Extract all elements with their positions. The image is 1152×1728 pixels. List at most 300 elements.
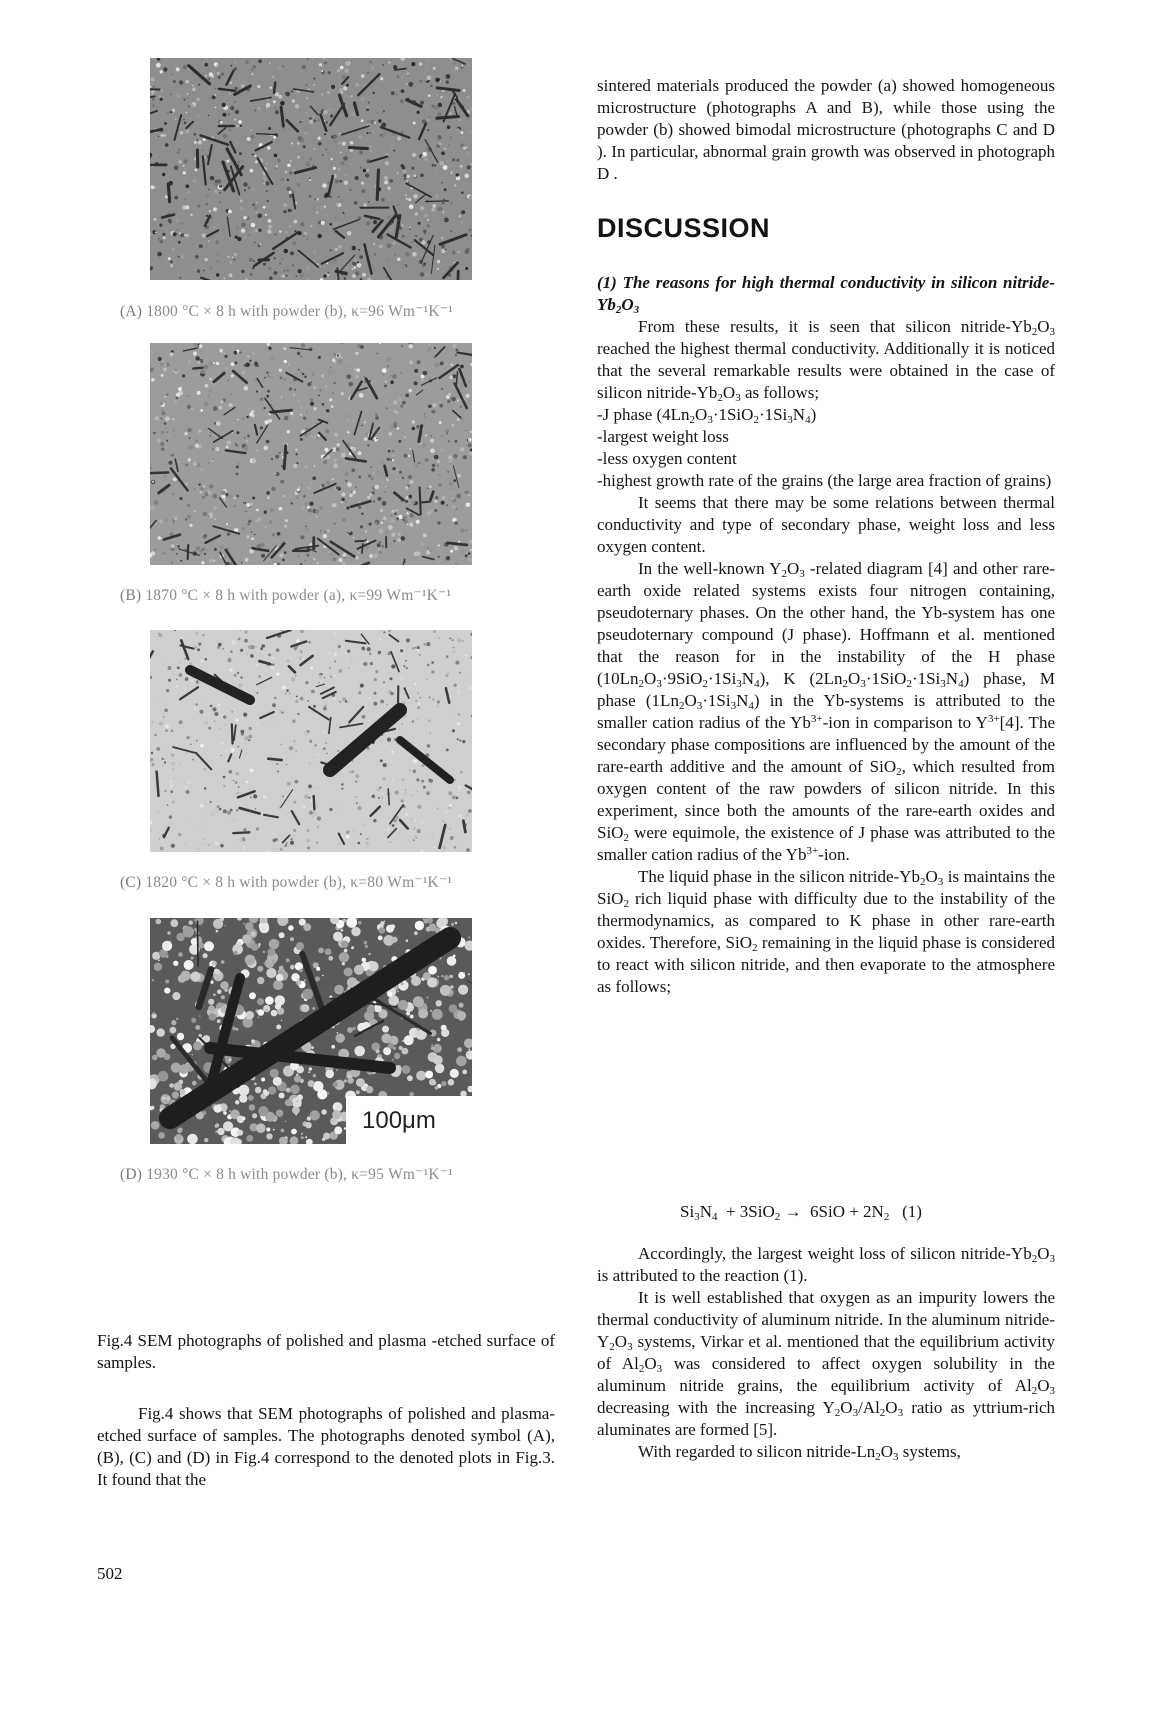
grain bbox=[316, 516, 317, 517]
grain bbox=[210, 448, 213, 451]
grain bbox=[342, 75, 346, 79]
grain bbox=[417, 360, 421, 364]
grain bbox=[313, 120, 316, 123]
grain bbox=[407, 512, 409, 514]
grain bbox=[390, 519, 394, 523]
grain bbox=[258, 59, 262, 63]
grain bbox=[204, 63, 208, 67]
grain bbox=[172, 801, 175, 804]
grain bbox=[398, 727, 400, 729]
grain bbox=[408, 182, 409, 183]
grain bbox=[447, 125, 451, 129]
grain bbox=[189, 437, 191, 439]
grain bbox=[361, 74, 365, 78]
grain bbox=[413, 819, 416, 822]
grain bbox=[360, 167, 362, 169]
grain bbox=[401, 677, 403, 679]
grain bbox=[263, 177, 266, 180]
grain bbox=[296, 453, 298, 455]
grain bbox=[152, 98, 155, 101]
grain bbox=[416, 790, 418, 792]
grain bbox=[356, 802, 358, 804]
grain bbox=[244, 189, 246, 191]
grain bbox=[434, 68, 436, 70]
grain bbox=[326, 409, 329, 412]
grain bbox=[454, 684, 457, 687]
grain bbox=[187, 428, 191, 432]
grain bbox=[410, 687, 411, 688]
grain bbox=[281, 1129, 285, 1133]
grain bbox=[260, 398, 263, 401]
grain bbox=[204, 1138, 208, 1142]
grain bbox=[245, 955, 256, 966]
grain bbox=[208, 240, 210, 242]
grain bbox=[326, 753, 327, 754]
grain bbox=[342, 142, 346, 146]
grain bbox=[422, 379, 423, 380]
grain bbox=[185, 677, 189, 681]
grain bbox=[233, 780, 234, 781]
grain bbox=[466, 394, 470, 398]
grain bbox=[162, 173, 165, 176]
grain bbox=[346, 366, 347, 367]
grain bbox=[400, 201, 403, 204]
grain bbox=[322, 403, 325, 406]
grain bbox=[289, 693, 290, 694]
grain bbox=[428, 119, 430, 121]
grain bbox=[280, 396, 282, 398]
grain bbox=[311, 690, 315, 694]
grain bbox=[295, 700, 298, 703]
grain bbox=[176, 1018, 178, 1020]
grain bbox=[164, 709, 168, 713]
grain bbox=[249, 727, 252, 730]
grain bbox=[256, 692, 258, 694]
grain bbox=[339, 701, 341, 703]
grain bbox=[338, 196, 339, 197]
grain bbox=[366, 105, 370, 109]
grain bbox=[427, 76, 432, 81]
grain bbox=[185, 658, 187, 660]
grain bbox=[305, 526, 307, 528]
grain bbox=[436, 704, 439, 707]
grain bbox=[331, 1118, 335, 1122]
grain bbox=[408, 455, 410, 457]
grain bbox=[219, 185, 222, 188]
grain bbox=[164, 1054, 171, 1061]
grain bbox=[334, 382, 336, 384]
grain bbox=[389, 179, 393, 183]
grain bbox=[267, 496, 270, 499]
grain bbox=[158, 959, 160, 961]
grain bbox=[158, 833, 159, 834]
grain bbox=[244, 236, 246, 238]
grain bbox=[443, 199, 445, 201]
grain bbox=[414, 358, 415, 359]
grain bbox=[189, 662, 192, 665]
grain bbox=[316, 211, 319, 214]
grain bbox=[418, 222, 421, 225]
grain bbox=[427, 547, 429, 549]
grain bbox=[297, 978, 299, 980]
grain bbox=[150, 77, 155, 82]
grain bbox=[301, 343, 305, 347]
grain bbox=[231, 65, 233, 67]
grain bbox=[236, 366, 240, 370]
grain bbox=[326, 631, 328, 633]
grain bbox=[283, 541, 284, 542]
grain bbox=[290, 773, 292, 775]
grain bbox=[348, 771, 351, 774]
grain bbox=[177, 229, 178, 230]
grain bbox=[248, 645, 252, 649]
grain bbox=[246, 216, 248, 218]
grain bbox=[326, 529, 329, 532]
grain bbox=[213, 993, 216, 996]
grain bbox=[268, 267, 272, 271]
grain bbox=[283, 495, 285, 497]
grain bbox=[390, 425, 395, 430]
grain bbox=[187, 395, 188, 396]
grain bbox=[172, 992, 180, 1000]
grain bbox=[250, 195, 251, 196]
grain bbox=[253, 88, 255, 90]
grain bbox=[170, 753, 171, 754]
grain bbox=[437, 112, 441, 116]
grain bbox=[167, 804, 168, 805]
grain bbox=[297, 142, 300, 145]
grain bbox=[427, 679, 428, 680]
grain bbox=[343, 212, 344, 213]
grain bbox=[248, 739, 250, 741]
grain bbox=[182, 86, 183, 87]
elongated-grain bbox=[274, 83, 275, 93]
grain bbox=[279, 368, 283, 372]
grain bbox=[249, 360, 251, 362]
grain bbox=[283, 347, 286, 350]
grain bbox=[409, 448, 411, 450]
grain bbox=[469, 687, 472, 690]
grain bbox=[204, 941, 214, 951]
grain bbox=[429, 1079, 436, 1086]
grain bbox=[214, 712, 218, 716]
grain bbox=[299, 656, 303, 660]
grain bbox=[260, 647, 263, 650]
grain bbox=[245, 502, 246, 503]
grain bbox=[397, 258, 400, 261]
grain bbox=[308, 487, 311, 490]
grain bbox=[229, 1110, 231, 1112]
grain bbox=[310, 402, 314, 406]
grain bbox=[185, 129, 189, 133]
grain bbox=[183, 926, 194, 937]
grain bbox=[329, 108, 332, 111]
grain bbox=[436, 845, 438, 847]
grain bbox=[400, 405, 403, 408]
grain bbox=[223, 776, 226, 779]
grain bbox=[300, 273, 304, 277]
grain bbox=[214, 548, 217, 551]
grain bbox=[428, 60, 430, 62]
grain bbox=[193, 919, 195, 921]
grain bbox=[203, 270, 205, 272]
grain bbox=[273, 136, 276, 139]
grain bbox=[206, 428, 207, 429]
grain bbox=[306, 97, 308, 99]
grain bbox=[386, 275, 388, 277]
left-paragraph-text: Fig.4 shows that SEM photographs of polished and plasma-etched surface of samples. The photographs denoted symbol (A), (B), (C) and (D) in Fig.4 correspond to the denoted plots in Fig.3. It found that the bbox=[97, 1404, 555, 1489]
grain bbox=[215, 447, 219, 451]
grain bbox=[306, 162, 311, 167]
grain bbox=[375, 413, 378, 416]
grain bbox=[231, 711, 232, 712]
grain bbox=[227, 256, 229, 258]
grain bbox=[195, 444, 199, 448]
grain bbox=[256, 827, 259, 830]
grain bbox=[208, 394, 210, 396]
grain bbox=[402, 235, 405, 238]
grain bbox=[243, 778, 244, 779]
elongated-grain bbox=[300, 564, 301, 565]
grain bbox=[285, 701, 287, 703]
grain bbox=[405, 789, 406, 790]
grain bbox=[234, 253, 238, 257]
grain bbox=[458, 541, 460, 543]
grain bbox=[172, 74, 173, 75]
grain bbox=[435, 1086, 439, 1090]
grain bbox=[406, 496, 409, 499]
grain bbox=[252, 1113, 257, 1118]
paragraph-ln2o3: With regarded to silicon nitride-$Ln_2O_3$ systems, bbox=[638, 1442, 961, 1463]
grain bbox=[289, 387, 293, 391]
grain bbox=[377, 543, 381, 547]
grain bbox=[245, 558, 249, 562]
grain bbox=[192, 759, 194, 761]
grain bbox=[458, 985, 468, 995]
grain bbox=[178, 662, 180, 664]
grain bbox=[326, 743, 327, 744]
grain bbox=[252, 203, 255, 206]
grain bbox=[437, 460, 440, 463]
grain bbox=[318, 682, 319, 683]
grain bbox=[411, 794, 413, 796]
grain bbox=[164, 503, 166, 505]
grain bbox=[296, 676, 299, 679]
grain bbox=[216, 64, 217, 65]
grain bbox=[401, 224, 404, 227]
grain bbox=[170, 784, 174, 788]
grain bbox=[214, 88, 216, 90]
grain bbox=[427, 488, 428, 489]
grain bbox=[221, 755, 222, 756]
grain bbox=[423, 263, 425, 265]
grain bbox=[225, 649, 227, 651]
grain bbox=[208, 701, 210, 703]
grain bbox=[200, 710, 204, 714]
grain bbox=[446, 749, 449, 752]
grain bbox=[160, 402, 164, 406]
grain bbox=[346, 361, 348, 363]
grain bbox=[246, 535, 249, 538]
grain bbox=[308, 785, 312, 789]
grain bbox=[165, 427, 167, 429]
grain bbox=[373, 819, 376, 822]
grain bbox=[334, 259, 336, 261]
grain bbox=[158, 536, 161, 539]
grain bbox=[170, 532, 174, 536]
grain bbox=[295, 104, 299, 108]
paragraph-oxygen-impurity: It is well established that oxygen as an impurity lowers the thermal conductivity of aluminum nitride. In the aluminum nitride-$Y_2O_3$ systems, Virkar et al. mentioned that the equilibrium activity of $Al_2O_3$ was considered to affect oxygen solubility in the aluminum nitride grains, the equilibrium activity of $Al_2O_3$ decreasing with the increasing $Y_2O_3/Al_2O_3$ ratio as yttrium-rich aluminates are formed [5]. bbox=[597, 1288, 1055, 1439]
elongated-grain bbox=[426, 201, 449, 202]
grain bbox=[358, 135, 361, 138]
grain bbox=[397, 519, 398, 520]
grain bbox=[386, 407, 388, 409]
grain bbox=[355, 796, 357, 798]
grain bbox=[333, 932, 343, 942]
grain bbox=[341, 498, 344, 501]
grain bbox=[351, 247, 353, 249]
grain bbox=[415, 465, 418, 468]
grain bbox=[258, 675, 261, 678]
grain bbox=[369, 752, 371, 754]
grain bbox=[372, 475, 373, 476]
grain bbox=[347, 1077, 353, 1083]
grain bbox=[177, 659, 179, 661]
elongated-grain bbox=[420, 488, 421, 515]
grain bbox=[306, 84, 308, 86]
grain bbox=[206, 549, 209, 552]
grain bbox=[300, 356, 301, 357]
grain bbox=[344, 181, 348, 185]
grain bbox=[390, 677, 393, 680]
grain bbox=[213, 227, 215, 229]
grain bbox=[274, 271, 278, 275]
grain bbox=[307, 847, 310, 850]
grain bbox=[308, 641, 310, 643]
grain bbox=[399, 471, 402, 474]
grain bbox=[182, 374, 185, 377]
grain bbox=[209, 514, 213, 518]
grain bbox=[305, 1122, 311, 1128]
grain bbox=[417, 111, 420, 114]
grain bbox=[436, 137, 439, 140]
grain bbox=[180, 254, 184, 258]
grain bbox=[334, 1126, 342, 1134]
grain bbox=[428, 696, 430, 698]
grain bbox=[435, 61, 438, 64]
grain bbox=[327, 1092, 330, 1095]
grain bbox=[427, 744, 430, 747]
grain bbox=[379, 787, 381, 789]
grain bbox=[193, 1041, 202, 1050]
grain bbox=[215, 240, 219, 244]
grain bbox=[412, 420, 415, 423]
grain bbox=[200, 409, 203, 412]
grain bbox=[358, 537, 360, 539]
grain bbox=[240, 207, 243, 210]
grain bbox=[369, 554, 373, 558]
grain bbox=[321, 70, 323, 72]
grain bbox=[244, 736, 248, 740]
grain bbox=[197, 556, 202, 561]
grain bbox=[164, 422, 167, 425]
grain bbox=[166, 393, 169, 396]
grain bbox=[441, 495, 445, 499]
grain bbox=[319, 675, 323, 679]
grain bbox=[334, 523, 336, 525]
grain bbox=[332, 1110, 341, 1119]
grain bbox=[409, 344, 413, 348]
elongated-grain bbox=[150, 473, 168, 474]
grain bbox=[452, 102, 455, 105]
grain bbox=[412, 739, 414, 741]
grain bbox=[213, 362, 215, 364]
grain bbox=[201, 660, 204, 663]
grain bbox=[382, 501, 387, 506]
grain bbox=[261, 664, 263, 666]
grain bbox=[204, 365, 209, 370]
page-number: 502 bbox=[97, 1564, 123, 1583]
grain bbox=[458, 690, 461, 693]
grain bbox=[178, 952, 183, 957]
caption-b bbox=[120, 586, 451, 605]
grain bbox=[271, 722, 273, 724]
grain bbox=[164, 761, 166, 763]
grain bbox=[279, 262, 281, 264]
grain bbox=[390, 692, 393, 695]
grain bbox=[383, 631, 385, 633]
grain bbox=[356, 368, 360, 372]
grain bbox=[403, 792, 407, 796]
grain bbox=[452, 795, 456, 799]
grain bbox=[201, 561, 204, 564]
grain bbox=[150, 1106, 154, 1110]
grain bbox=[420, 101, 424, 105]
grain bbox=[279, 966, 284, 971]
grain bbox=[457, 1047, 462, 1052]
grain bbox=[176, 67, 180, 71]
grain bbox=[178, 763, 180, 765]
grain bbox=[186, 184, 190, 188]
grain bbox=[311, 382, 312, 383]
grain bbox=[387, 828, 390, 831]
grain bbox=[156, 810, 160, 814]
grain bbox=[455, 409, 457, 411]
grain bbox=[222, 113, 226, 117]
grain bbox=[163, 716, 165, 718]
grain bbox=[294, 170, 295, 171]
grain bbox=[466, 848, 470, 852]
grain bbox=[386, 357, 391, 362]
grain bbox=[200, 351, 202, 353]
grain bbox=[309, 195, 312, 198]
grain bbox=[456, 1056, 467, 1067]
grain bbox=[213, 406, 218, 411]
grain bbox=[323, 707, 327, 711]
grain bbox=[223, 1121, 233, 1131]
grain bbox=[247, 523, 249, 525]
grain bbox=[418, 1009, 428, 1019]
grain bbox=[238, 683, 242, 687]
grain bbox=[237, 1130, 243, 1136]
grain bbox=[201, 550, 202, 551]
grain bbox=[212, 961, 217, 966]
grain bbox=[242, 1117, 246, 1121]
grain bbox=[460, 143, 464, 147]
grain bbox=[251, 1039, 255, 1043]
grain bbox=[422, 822, 425, 825]
grain bbox=[256, 390, 258, 392]
